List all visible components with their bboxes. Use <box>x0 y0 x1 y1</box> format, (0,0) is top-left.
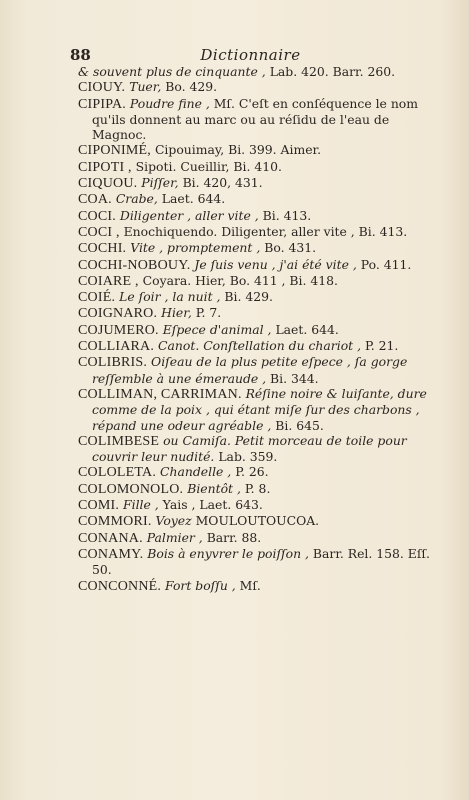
running-title: Dictionnaire <box>200 46 301 64</box>
entry-reference: Lab. 420. Barr. 260. <box>269 64 396 79</box>
entry-definition: Bois à enyvrer le poiſſon , <box>147 545 309 561</box>
entry-headword: COCHI-NOBOUY. <box>78 257 191 273</box>
entry-definition: Vite , promptement , <box>130 240 261 256</box>
dictionary-entry <box>78 354 439 386</box>
entry-headword: COCI , <box>78 224 120 240</box>
entry-reference: Po. 411. <box>360 256 412 272</box>
dictionary-entry <box>78 497 439 513</box>
entry-reference: P. 26. <box>235 464 269 480</box>
entry-definition: Chandelle , <box>160 464 232 480</box>
entry-headword: COJUMERO. <box>78 322 159 338</box>
entry-headword: CONAMY. <box>78 546 144 562</box>
dictionary-entry <box>78 386 439 433</box>
entry-definition: Fort boſſu , <box>165 577 236 593</box>
page-header <box>70 46 431 66</box>
entry-reference: MOULOUTOUCOA. <box>195 513 320 529</box>
entry-definition: Diligenter , aller vite , <box>119 207 259 223</box>
entry-definition: & souvent plus de cinquante , <box>78 64 266 79</box>
dictionary-entry <box>78 175 439 191</box>
entry-reference: Bi. 429. <box>224 289 273 305</box>
dictionary-entry <box>78 322 439 338</box>
dictionary-entry <box>78 96 439 143</box>
entry-reference: Barr. 88. <box>206 529 262 545</box>
entry-headword: COIARE , <box>78 273 139 289</box>
entry-headword: CIOUY. <box>78 80 126 96</box>
dictionary-entry <box>78 191 439 207</box>
dictionary-entry <box>78 578 439 594</box>
continuation-line <box>78 64 439 79</box>
entry-reference: Sipoti. Cueillir, Bi. 410. <box>135 158 282 174</box>
dictionary-entry <box>78 289 439 305</box>
entry-headword: COLOLETA. <box>78 465 157 481</box>
dictionary-entry <box>78 208 439 224</box>
entry-headword: COLLIARA. <box>78 339 155 355</box>
entry-definition: Réſine noire & luiſante, dure comme de la poix , qui étant miſe ſur des charbons , répand une odeur agréable , <box>92 385 427 433</box>
entry-definition: Poudre fine , <box>129 95 210 111</box>
entry-definition: Piſſer, <box>141 175 179 191</box>
dictionary-entry <box>78 481 439 497</box>
entry-reference: Coyara. Hier, Bo. 411 , Bi. 418. <box>142 272 338 288</box>
dictionary-entry <box>78 546 439 578</box>
entry-reference: Yais , Laet. 643. <box>162 497 263 513</box>
entry-reference: Bi. 413. <box>262 207 312 223</box>
dictionary-entries <box>78 64 439 594</box>
entry-headword: COMMORI. <box>78 514 152 530</box>
entry-headword: CIPIPA. <box>78 96 126 112</box>
entry-headword: COLIMBESE <box>78 433 160 449</box>
entry-reference: Laet. 644. <box>161 191 226 207</box>
entry-headword: CONANA. <box>78 530 143 546</box>
entry-headword: COLIBRIS. <box>78 355 148 371</box>
dictionary-entry <box>78 240 439 256</box>
entry-headword: COMI. <box>78 498 120 514</box>
dictionary-entry <box>78 79 439 95</box>
entry-definition: Tuer, <box>129 79 162 95</box>
dictionary-entry <box>78 224 439 240</box>
dictionary-entry <box>78 257 439 273</box>
dictionary-entry <box>78 530 439 546</box>
entry-headword: CIPONIMÉ, <box>78 143 151 159</box>
dictionary-entry <box>78 142 439 158</box>
dictionary-entry <box>78 338 439 354</box>
entry-definition: ou Camiſa. Petit morceau de toile pour couvrir leur nudité. <box>92 432 407 465</box>
entry-reference: Laet. 644. <box>275 321 339 337</box>
entry-reference: Lab. 359. <box>218 449 278 465</box>
entry-reference: Bo. 431. <box>264 240 317 256</box>
entry-definition: Crabe, <box>115 191 158 207</box>
entry-definition: Fille , <box>123 497 159 513</box>
entry-reference: Bi. 645. <box>275 417 324 433</box>
entry-definition: Oiſeau de la plus petite eſpece , ſa gorge reſſemble à une émeraude , <box>92 354 408 386</box>
entry-headword: CIPOTI , <box>78 159 132 175</box>
entry-headword: COLOMONOLO. <box>78 481 184 497</box>
entry-definition: Palmier , <box>146 529 203 545</box>
entry-headword: COA. <box>78 192 112 208</box>
entry-reference: Barr. Rel. 158. Eſſ. 50. <box>92 545 430 578</box>
entry-reference: Bi. 420, 431. <box>182 175 263 191</box>
entry-reference: Cipouimay, Bi. 399. Aimer. <box>154 142 322 158</box>
entry-reference: Mſ. <box>239 577 261 593</box>
entry-headword: COCI. <box>78 208 116 224</box>
entry-headword: CIQUOU. <box>78 176 138 192</box>
entry-definition: Canot. Conſtellation du chariot , <box>158 338 362 354</box>
entry-headword: CONCONNÉ. <box>78 578 162 594</box>
dictionary-entry <box>78 305 439 321</box>
dictionary-entry <box>78 513 439 529</box>
dictionary-entry <box>78 159 439 175</box>
entry-headword: COIÉ. <box>78 290 116 306</box>
entry-definition: Voyez <box>155 513 192 529</box>
entry-reference: Bo. 429. <box>165 79 218 95</box>
entry-definition: Hier, <box>161 305 192 321</box>
entry-headword: COLLIMAN, CARRIMAN. <box>78 386 242 402</box>
page-number: 88 <box>70 46 91 64</box>
entry-reference: Enochiquendo. Diligenter, aller vite , Bi. 413. <box>123 223 408 239</box>
entry-definition: Le ſoir , la nuit , <box>119 289 221 305</box>
entry-headword: COCHI. <box>78 241 127 257</box>
entry-reference: P. 8. <box>244 480 271 496</box>
dictionary-entry <box>78 433 439 465</box>
dictionary-entry <box>78 273 439 289</box>
entry-definition: Je ſuis venu , j'ai été vite , <box>194 256 357 272</box>
dictionary-entry <box>78 464 439 480</box>
entry-definition: Bientôt , <box>187 480 241 496</box>
entry-reference: Mſ. C'eſt en conſéquence le nom qu'ils donnent au marc ou au réſidu de l'eau de Magnoc. <box>92 95 419 143</box>
entry-definition: Eſpece d'animal , <box>162 321 272 337</box>
entry-reference: P. 21. <box>364 338 399 354</box>
entry-reference: P. 7. <box>195 305 222 321</box>
entry-headword: COIGNARO. <box>78 306 158 322</box>
entry-reference: Bi. 344. <box>270 370 319 386</box>
